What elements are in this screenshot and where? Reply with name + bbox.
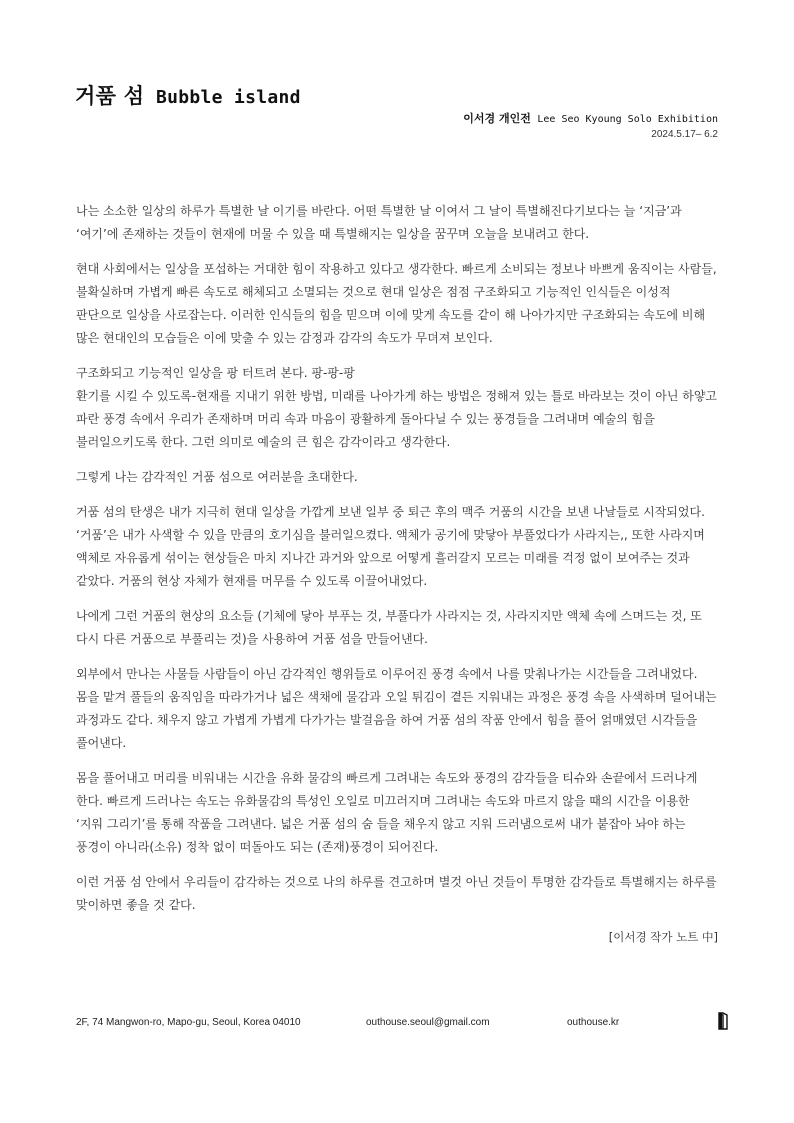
exhibition-dates: 2024.5.17– 6.2	[651, 129, 718, 140]
gallery-logo-icon	[718, 1012, 728, 1030]
statement-source: [이서경 작가 노트 中]	[608, 930, 718, 944]
paragraph-3: 구조화되고 기능적인 일상을 팡 터트려 본다. 팡-팡-팡 환기를 시킬 수 있도록-현재를 지내기 위한 방법, 미래를 나아가게 하는 방법은 정해져 있는 틀로 바라보는 것이 아닌 하얗고 파란 풍경 속에서 우리가 존재하며 머리 속과 마음이 광활하게 돌아다닐 수 있는 풍경들을 그려내며 예술의 힘을 불러일으키도록 한다. 그런 의미로 예술의 큰 힘은 감각이라고 생각한다.	[76, 366, 718, 449]
paragraph-7: 외부에서 만나는 사물들 사람들이 아닌 감각적인 행위들로 이루어진 풍경 속에서 나를 맞춰나가는 시간들을 그려내었다. 몸을 맡겨 풀들의 움직임을 따라가거나 넓은 색채에 물감과 오일 튀김이 곁든 지워내는 과정은 풍경 속을 사색하며 덜어내는 과정과도 같다. 채우지 않고 가볍게 가볍게 다가가는 발걸음을 하여 거품 섬의 작품 안에서 힘을 풀어 얽매였던 시각들을 풀어낸다.	[76, 667, 717, 750]
artist-korean: 이서경 개인전	[463, 112, 531, 125]
title-korean: 거품 섬	[75, 84, 145, 108]
paragraph-5: 거품 섬의 탄생은 내가 지극히 현대 일상을 가깝게 보낸 일부 중 퇴근 후의 맥주 거품의 시간을 보낸 나날들로 시작되었다. ‘거품’은 내가 사색할 수 있을 만큼의 호기심을 불러일으켰다. 액체가 공기에 맞닿아 부풀었다가 사라지는,, 또한 사라지며 액체로 자유롭게 섞이는 현상들은 마치 지나간 과거와 앞으로 어떻게 흘러갈지 모르는 미래를 걱정 없이 보여주는 것과 같았다. 거품의 현상 자체가 현재를 머무를 수 있도록 이끌어내었다.	[76, 505, 705, 588]
exhibition-info	[463, 110, 718, 140]
paragraph-4: 그렇게 나는 감각적인 거품 섬으로 여러분을 초대한다.	[76, 470, 358, 484]
paragraph-9: 이런 거품 섬 안에서 우리들이 감각하는 것으로 나의 하루를 견고하며 별것 아닌 것들이 투명한 감각들로 특별해지는 하루를 맞이하면 좋을 것 같다.	[76, 875, 717, 912]
exhibition-title	[75, 80, 301, 110]
paragraph-6: 나에게 그런 거품의 현상의 요소들 (기체에 닿아 부푸는 것, 부풀다가 사라지는 것, 사라지지만 액체 속에 스며드는 것, 또 다시 다른 거품으로 부풀리는 것)을 사용하여 거품 섬을 만들어낸다.	[76, 609, 702, 646]
footer-email[interactable]: outhouse.seoul@gmail.com	[366, 1017, 490, 1028]
title-english: Bubble island	[156, 87, 301, 108]
paragraph-1: 나는 소소한 일상의 하루가 특별한 날 이기를 바란다. 어떤 특별한 날 이여서 그 날이 특별해진다기보다는 늘 ‘지금’과 ‘여기’에 존재하는 것들이 현재에 머물 수 있을 때 특별해지는 일상을 꿈꾸며 오늘을 보내려고 한다.	[76, 204, 682, 241]
paragraph-2: 현대 사회에서는 일상을 포섭하는 거대한 힘이 작용하고 있다고 생각한다. 빠르게 소비되는 정보나 바쁘게 움직이는 사람들, 불확실하며 가볍게 빠른 속도로 해체되고 소멸되는 것으로 현대 일상은 점점 구조화되고 기능적인 인식들은 이성적 판단으로 일상을 사로잡는다. 이러한 인식들의 힘을 믿으며 이에 맞게 속도를 같이 해 나아가지만 구조화되는 속도에 비해 많은 현대인의 모습들은 이에 맞출 수 있는 감정과 감각의 속도가 무뎌져 보인다.	[76, 262, 717, 345]
paragraph-8: 몸을 풀어내고 머리를 비워내는 시간을 유화 물감의 빠르게 그려내는 속도와 풍경의 감각들을 티슈와 손끝에서 드러나게 한다. 빠르게 드러나는 속도는 유화물감의 특성인 오일로 미끄러지며 그려내는 속도와 마르지 않을 때의 시간을 이용한 ‘지워 그리기’를 통해 작품을 그려낸다. 넓은 거품 섬의 숨 들을 채우지 않고 지워 드러냄으로써 내가 붙잡아 놔야 하는 풍경이 아니라(소유) 정착 없이 떠돌아도 되는 (존재)풍경이 되어진다.	[76, 771, 698, 854]
footer-website[interactable]: outhouse.kr	[567, 1017, 620, 1028]
artist-english: Lee Seo Kyoung Solo Exhibition	[537, 114, 718, 125]
footer-address: 2F, 74 Mangwon-ro, Mapo-gu, Seoul, Korea 04010	[76, 1017, 301, 1028]
artist-line	[463, 110, 718, 126]
artist-statement	[76, 200, 718, 945]
